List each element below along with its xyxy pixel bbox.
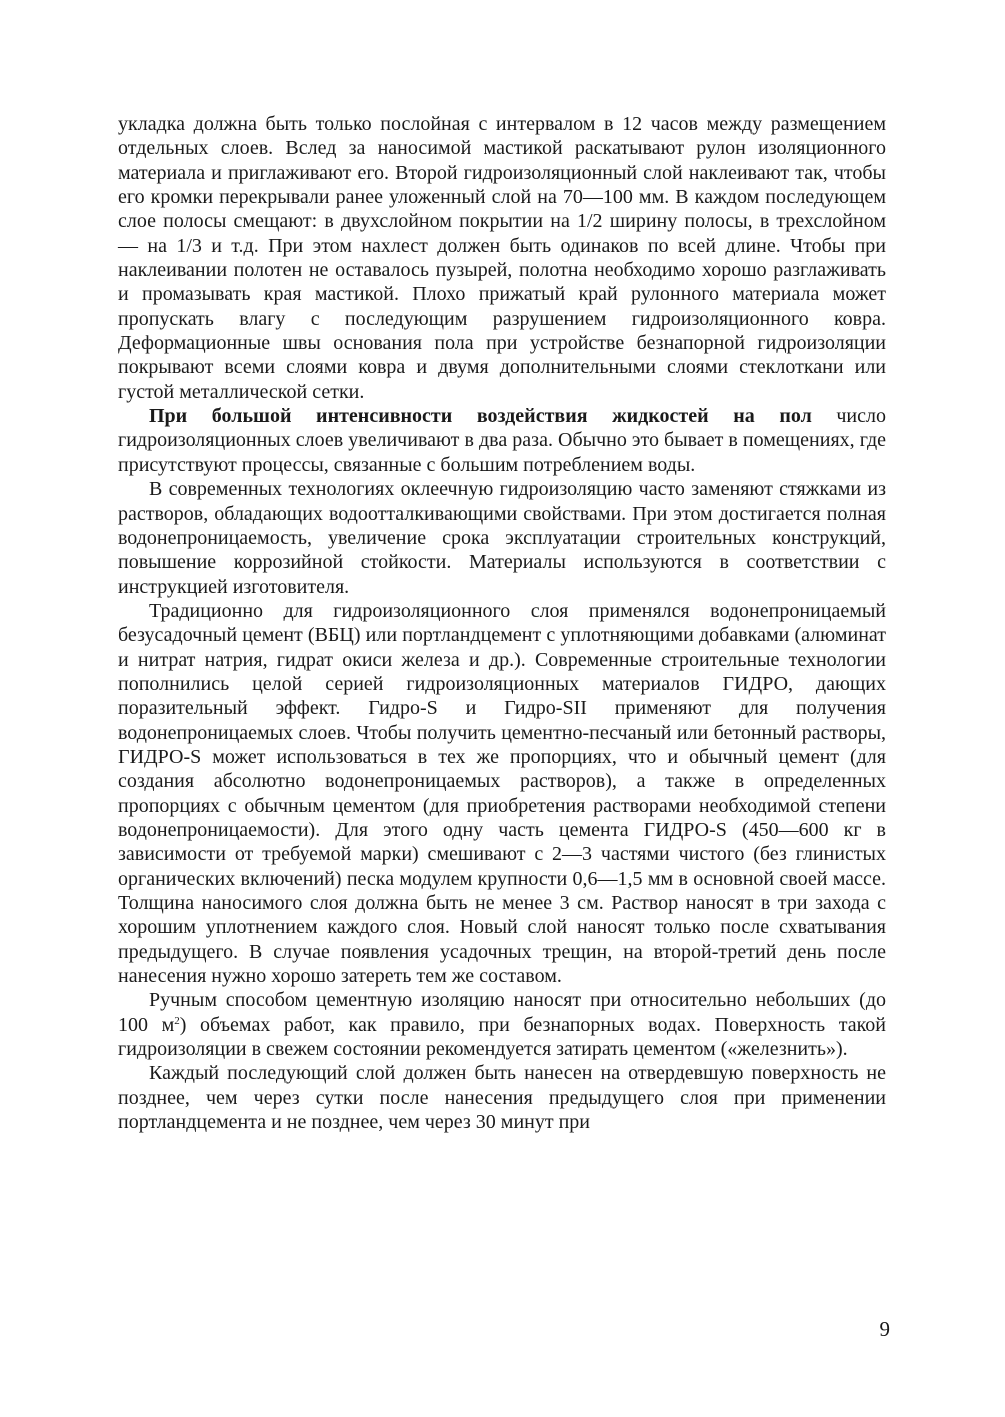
paragraph-modern-technologies: В современных технологиях оклеечную гидроизоляцию часто заменяют стяжками из растворов, обладающих водоотталкивающими свойствами. При этом достигается полная водонепроницаемость, увеличение срока эксплуатации строительных конструкций, повышение коррозийной стойкости. Материалы используются в соответствии с инструкцией изготовителя.	[118, 478, 886, 598]
paragraph-text: число гидроизоляционных слоев увеличивают в два раза. Обычно это бывает в помещениях, где присутствуют процессы, связанные с большим потреблением воды.	[118, 405, 886, 476]
page-body	[118, 112, 886, 1134]
superscript-square: 2	[174, 1014, 180, 1027]
page-number: 9	[879, 1317, 890, 1341]
paragraph-liquid-intensity	[118, 404, 886, 477]
paragraph-continued: укладка должна быть только послойная с интервалом в 12 часов между размещением отдельных слоев. Вслед за наносимой мастикой раскатывают рулон изоляционного материала и приглаживают его. Второй гидроизоляционный слой наклеивают так, чтобы его кромки перекрывали ранее уложенный слой на 70—100 мм. В каждом последующем слое полосы смещают: в двухслойном покрытии на 1/2 ширину полосы, в трехслойном — на 1/3 и т.д. При этом нахлест должен быть одинаков по всей длине. Чтобы при наклеивании полотен не оставалось пузырей, полотна необходимо хорошо разглаживать и промазывать края мастикой. Плохо прижатый край рулонного материала может пропускать влагу с последующим разрушением гидроизоляционного ковра. Деформационные швы основания пола при устройстве безнапорной гидроизоляции покрывают всеми слоями ковра и двумя дополнительными слоями стеклоткани или густой металлической сетки.	[118, 113, 886, 403]
paragraph-next-layer: Каждый последующий слой должен быть нанесен на отвердевшую поверхность не позднее, чем через сутки после нанесения предыдущего слоя при применении портландцемента и не позднее, чем через 30 минут при	[118, 1062, 886, 1134]
paragraph-traditional-cement: Традиционно для гидроизоляционного слоя применялся водонепроницаемый безусадочный цемент (ВБЦ) или портландцемент с уплотняющими добавками (алюминат и нитрат натрия, гидрат окиси железа и др.). Современные строительные технологии пополнились целой серией гидроизоляционных материалов ГИДРО, дающих поразительный эффект. Гидро-S и Гидро-SII применяют для получения водонепроницаемых слоев. Чтобы получить цементно-песчаный или бетонный растворы, ГИДРО-S может использоваться в тех же пропорциях, что и обычный цемент (для создания абсолютно водонепроницаемых растворов), а также в определенных пропорциях с обычным цементом (для приобретения растворами необходимой степени водонепроницаемости). Для этого одну часть цемента ГИДРО-S (450—600 кг в зависимости от требуемой марки) смешивают с 2—3 частями чистого (без глинистых органических включений) песка модулем крупности 0,6—1,5 мм в основной своей массе. Толщина наносимого слоя должна быть не менее 3 см. Раствор наносят в три захода с хорошим уплотнением каждого слоя. Новый слой наносят только после схватывания предыдущего. В случае появления усадочных трещин, на второй-третий день после нанесения нужно хорошо затереть тем же составом.	[118, 599, 886, 988]
paragraph-text: Ручным способом цементную изоляцию наносят при относительно небольших (до 100 м	[118, 989, 886, 1036]
paragraph-text-after: ) объемах работ, как правило, при безнапорных водах. Поверхность такой гидроизоляции в свежем состоянии рекомендуется затирать цементом («железнить»).	[118, 1013, 887, 1061]
paragraph-manual-method	[118, 988, 886, 1061]
paragraph-bold-lead: При большой интенсивности воздействия жидкостей на пол	[149, 405, 812, 428]
